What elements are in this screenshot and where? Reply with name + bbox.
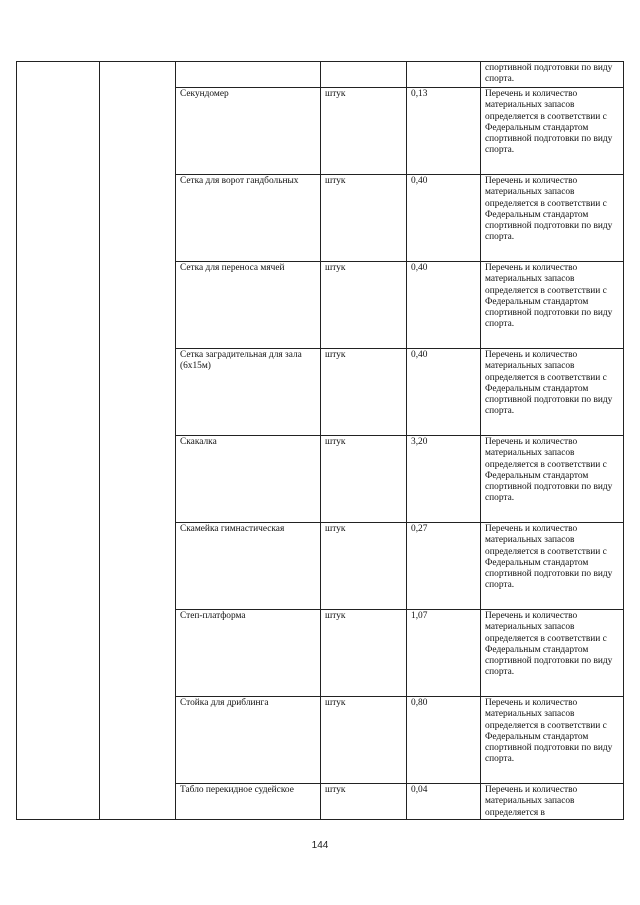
cell-name: Сетка заградительная для зала (6х15м) xyxy=(176,349,321,436)
cell-note: Перечень и количество материальных запасов определяется в соответствии с Федеральным стандартом спортивной подготовки по виду спорта. xyxy=(481,523,624,610)
cell-qty: 3,20 xyxy=(407,436,481,523)
cell-qty: 0,13 xyxy=(407,88,481,175)
cell-qty: 0,80 xyxy=(407,697,481,784)
cell-note: Перечень и количество материальных запасов определяется в соответствии с Федеральным стандартом спортивной подготовки по виду спорта. xyxy=(481,262,624,349)
cell-unit: штук xyxy=(321,784,407,820)
cell-name: Скамейка гимнастическая xyxy=(176,523,321,610)
cell-note: Перечень и количество материальных запасов определяется в xyxy=(481,784,624,820)
cell-note: Перечень и количество материальных запасов определяется в соответствии с Федеральным стандартом спортивной подготовки по виду спорта. xyxy=(481,349,624,436)
page-number: 144 xyxy=(311,840,329,851)
cell-note: спортивной подготовки по виду спорта. xyxy=(481,62,624,88)
cell-qty: 0,40 xyxy=(407,349,481,436)
cell-name: Секундомер xyxy=(176,88,321,175)
cell-unit: штук xyxy=(321,436,407,523)
cell-note: Перечень и количество материальных запасов определяется в соответствии с Федеральным стандартом спортивной подготовки по виду спорта. xyxy=(481,88,624,175)
cell-name xyxy=(176,62,321,88)
cell-name: Степ-платформа xyxy=(176,610,321,697)
cell-note: Перечень и количество материальных запасов определяется в соответствии с Федеральным стандартом спортивной подготовки по виду спорта. xyxy=(481,436,624,523)
cell-qty: 0,27 xyxy=(407,523,481,610)
merged-cell-col2 xyxy=(100,62,176,820)
cell-unit: штук xyxy=(321,88,407,175)
merged-cell-col1 xyxy=(17,62,100,820)
materials-table-body xyxy=(17,62,624,820)
cell-unit: штук xyxy=(321,697,407,784)
cell-qty: 0,40 xyxy=(407,262,481,349)
cell-qty: 1,07 xyxy=(407,610,481,697)
cell-name: Сетка для ворот гандбольных xyxy=(176,175,321,262)
cell-unit: штук xyxy=(321,175,407,262)
cell-name: Скакалка xyxy=(176,436,321,523)
cell-unit: штук xyxy=(321,262,407,349)
cell-unit xyxy=(321,62,407,88)
cell-note: Перечень и количество материальных запасов определяется в соответствии с Федеральным стандартом спортивной подготовки по виду спорта. xyxy=(481,175,624,262)
cell-unit: штук xyxy=(321,349,407,436)
cell-name: Стойка для дриблинга xyxy=(176,697,321,784)
cell-name: Табло перекидное судейское xyxy=(176,784,321,820)
cell-qty xyxy=(407,62,481,88)
cell-unit: штук xyxy=(321,610,407,697)
table-row-continued xyxy=(17,62,624,88)
cell-note: Перечень и количество материальных запасов определяется в соответствии с Федеральным стандартом спортивной подготовки по виду спорта. xyxy=(481,697,624,784)
cell-unit: штук xyxy=(321,523,407,610)
cell-note: Перечень и количество материальных запасов определяется в соответствии с Федеральным стандартом спортивной подготовки по виду спорта. xyxy=(481,610,624,697)
materials-table xyxy=(16,61,624,820)
cell-name: Сетка для переноса мячей xyxy=(176,262,321,349)
cell-qty: 0,04 xyxy=(407,784,481,820)
cell-qty: 0,40 xyxy=(407,175,481,262)
